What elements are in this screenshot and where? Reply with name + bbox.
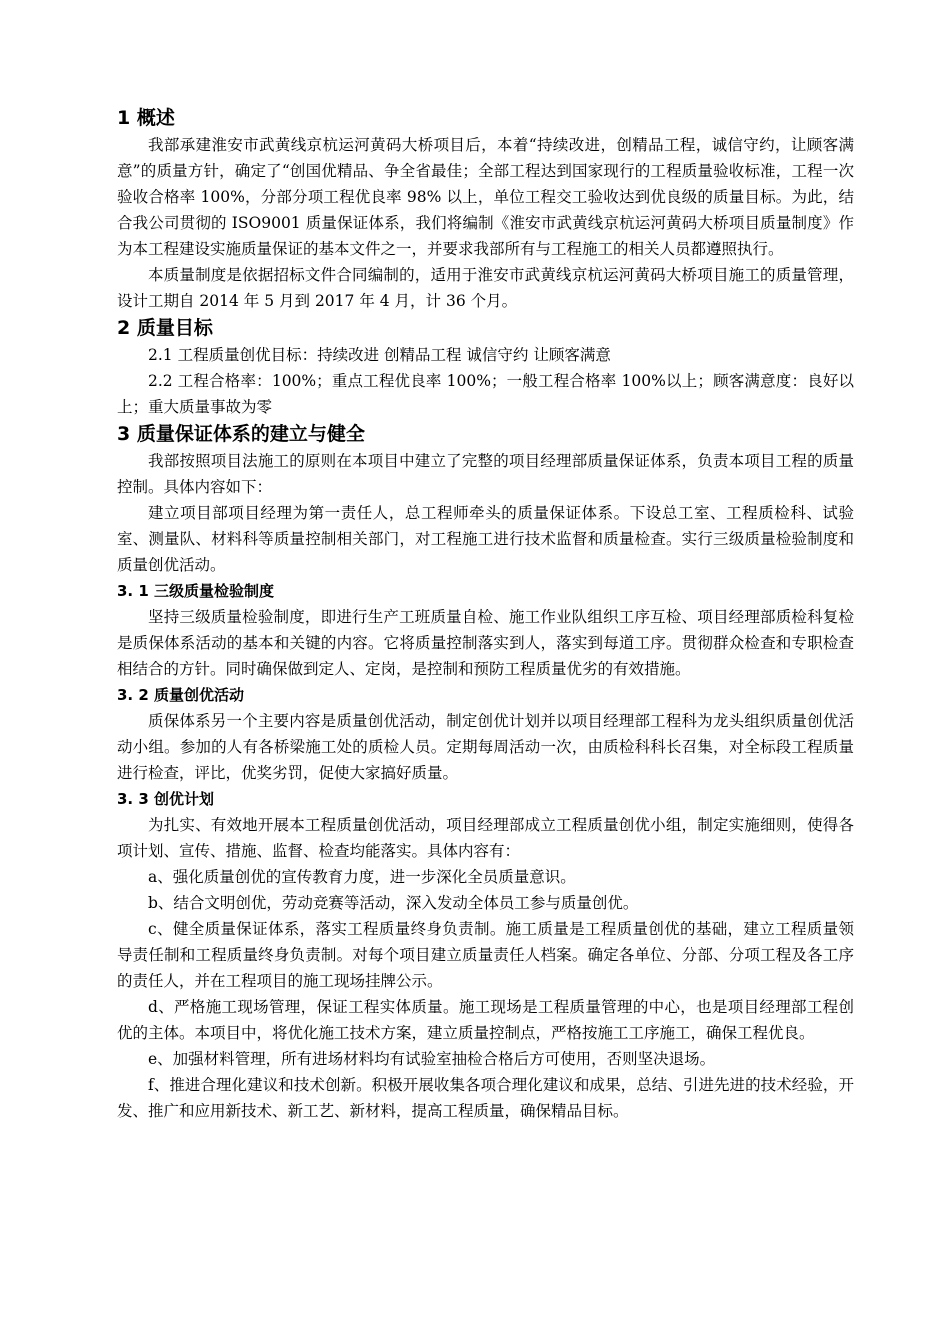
paragraph: 我部承建淮安市武黄线京杭运河黄码大桥项目后，本着“持续改进，创精品工程，诚信守约，让顾客满意”的质量方针，确定了“创国优精品、争全省最佳；全部工程达到国家现行的工程质量验收标准，工程一次验收合格率 100%，分部分项工程优良率 98% 以上，单位工程交工验收达到优良级的质量目标。为此，结合我公司贯彻的 ISO9001 质量保证体系，我们将编制《淮安市武黄线京杭运河黄码大桥项目质量制度》作为本工程建设实施质量保证的基本文件之一，并要求我部所有与工程施工的相关人员都遵照执行。 <box>117 136 854 258</box>
paragraph: 坚持三级质量检验制度，即进行生产工班质量自检、施工作业队组织工序互检、项目经理部质检科复检是质保体系活动的基本和关键的内容。它将质量控制落实到人，落实到每道工序。贯彻群众检查和专职检查相结合的方针。同时确保做到定人、定岗，是控制和预防工程质量优劣的有效措施。 <box>117 608 854 678</box>
paragraph: 2.2 工程合格率：100%；重点工程优良率 100%；一般工程合格率 100%以上；顾客满意度：良好以上；重大质量事故为零 <box>117 372 854 416</box>
paragraph: 为扎实、有效地开展本工程质量创优活动，项目经理部成立工程质量创优小组，制定实施细则，使得各项计划、宣传、措施、监督、检查均能落实。具体内容有： <box>117 816 854 860</box>
paragraph: 我部按照项目法施工的原则在本项目中建立了完整的项目经理部质量保证体系，负责本项目工程的质量控制。具体内容如下： <box>117 452 854 496</box>
list-item: d、严格施工现场管理，保证工程实体质量。施工现场是工程质量管理的中心，也是项目经理部工程创优的主体。本项目中，将优化施工技术方案，建立质量控制点，严格按施工工序施工，确保工程优良。 <box>117 998 854 1042</box>
document-page <box>117 104 854 1124</box>
subsection-heading-activities: 3. 2 质量创优活动 <box>117 686 245 704</box>
list-item: a、强化质量创优的宣传教育力度，进一步深化全员质量意识。 <box>148 868 576 886</box>
section-heading-quality-system: 3 质量保证体系的建立与健全 <box>117 423 365 445</box>
paragraph: 质保体系另一个主要内容是质量创优活动，制定创优计划并以项目经理部工程科为龙头组织质量创优活动小组。参加的人有各桥梁施工处的质检人员。定期每周活动一次，由质检科科长召集，对全标段工程质量进行检查，评比，优奖劣罚，促使大家搞好质量。 <box>117 712 854 782</box>
list-item: f、推进合理化建议和技术创新。积极开展收集各项合理化建议和成果，总结、引进先进的技术经验，开发、推广和应用新技术、新工艺、新材料，提高工程质量，确保精品目标。 <box>117 1076 854 1120</box>
section-heading-overview: 1 概述 <box>117 107 175 129</box>
list-item: c、健全质量保证体系，落实工程质量终身负责制。施工质量是工程质量创优的基础，建立工程质量领导责任制和工程质量终身负责制。对每个项目建立质量责任人档案。确定各单位、分部、分项工程及各工序的责任人，并在工程项目的施工现场挂牌公示。 <box>117 920 854 990</box>
subsection-heading-inspection: 3. 1 三级质量检验制度 <box>117 582 275 600</box>
list-item: b、结合文明创优，劳动竞赛等活动，深入发动全体员工参与质量创优。 <box>148 894 639 912</box>
paragraph: 2.1 工程质量创优目标：持续改进 创精品工程 诚信守约 让顾客满意 <box>148 346 611 364</box>
paragraph: 建立项目部项目经理为第一责任人，总工程师牵头的质量保证体系。下设总工室、工程质检科、试验室、测量队、材料科等质量控制相关部门，对工程施工进行技术监督和质量检查。实行三级质量检验制度和质量创优活动。 <box>117 504 854 574</box>
list-item: e、加强材料管理，所有进场材料均有试验室抽检合格后方可使用，否则坚决退场。 <box>148 1050 716 1068</box>
section-heading-quality-goals: 2 质量目标 <box>117 317 213 339</box>
paragraph: 本质量制度是依据招标文件合同编制的，适用于淮安市武黄线京杭运河黄码大桥项目施工的质量管理，设计工期自 2014 年 5 月到 2017 年 4 月，计 36 个月。 <box>117 266 854 310</box>
subsection-heading-plan: 3. 3 创优计划 <box>117 790 215 808</box>
